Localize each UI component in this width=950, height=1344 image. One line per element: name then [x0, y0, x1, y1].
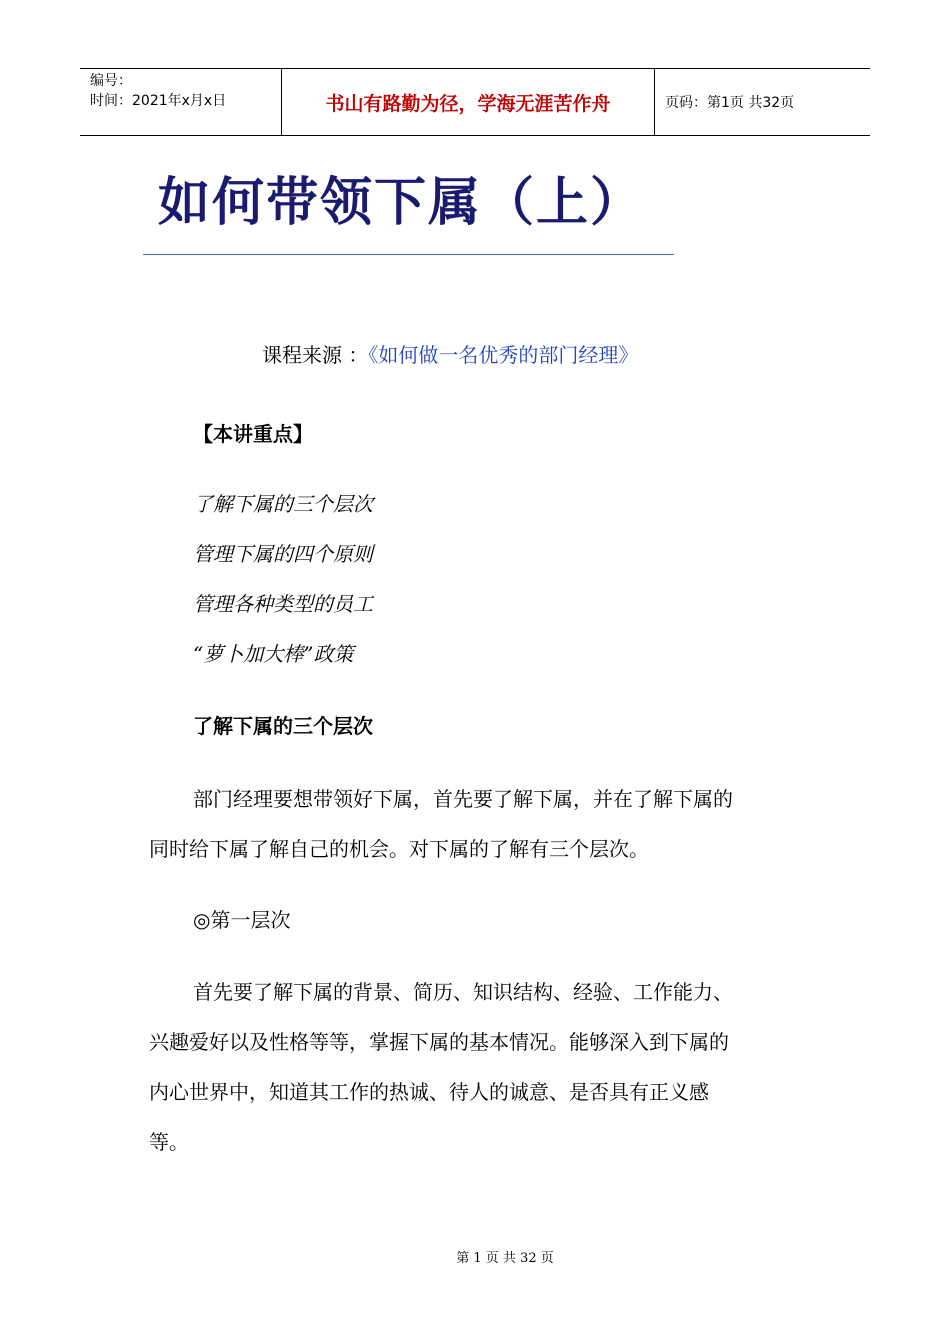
page-footer: 第 1 页 共 32 页: [456, 1251, 554, 1266]
focus-heading: 【本讲重点】: [193, 422, 313, 446]
focus-item: 管理下属的四个原则: [193, 542, 373, 566]
source-label: 课程来源 ：: [262, 343, 369, 367]
paragraph-line: 同时给下属了解自己的机会。对下属的了解有三个层次。: [149, 837, 649, 861]
paragraph-line: 内心世界中，知道其工作的热诚、待人的诚意、是否具有正义感: [149, 1080, 709, 1104]
header-motto: 书山有路勤为径，学海无涯苦作舟: [281, 69, 655, 135]
header-meta: [80, 69, 281, 135]
paragraph-line: 兴趣爱好以及性格等等，掌握下属的基本情况。能够深入到下属的: [149, 1030, 729, 1054]
paragraph-line: 首先要了解下属的背景、简历、知识结构、经验、工作能力、: [193, 980, 733, 1004]
paragraph-line: 等。: [149, 1130, 189, 1154]
header-page-info: 页码：第1页 共32页: [665, 95, 795, 111]
date-label: 时间：2021年x月x日: [90, 93, 227, 109]
section-heading: 了解下属的三个层次: [193, 714, 373, 738]
title-underline: [143, 254, 674, 255]
number-label: 编号：: [90, 73, 132, 89]
paragraph-line: 部门经理要想带领好下属，首先要了解下属，并在了解下属的: [193, 787, 733, 811]
focus-item: 了解下属的三个层次: [193, 492, 373, 516]
document-header: [80, 68, 870, 136]
source-title: 《如何做一名优秀的部门经理》: [368, 343, 639, 367]
document-title: 如何带领下属（上）: [158, 173, 645, 233]
focus-item: “萝卜加大棒”政策: [193, 642, 354, 666]
focus-item: 管理各种类型的员工: [193, 592, 373, 616]
level-heading: ◎第一层次: [193, 908, 291, 932]
course-source: [262, 339, 638, 368]
